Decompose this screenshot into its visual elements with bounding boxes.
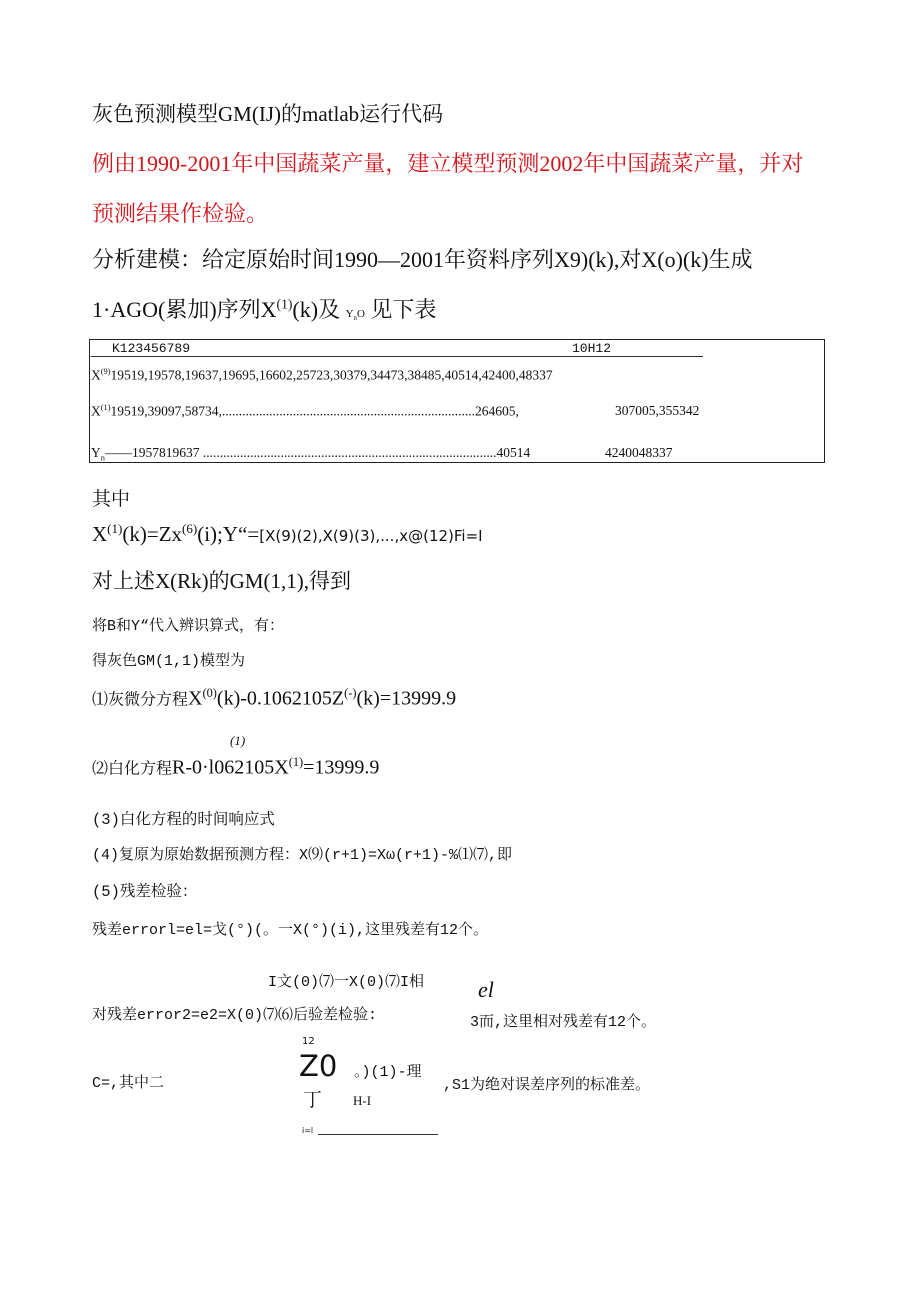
relative-residual-count: 3而,这里相对残差有12个。 (470, 1014, 657, 1031)
analysis-y-sub: n (353, 315, 357, 323)
analysis-y-o: O (356, 308, 365, 320)
c-ratio-label: C=,其中二 (92, 1075, 165, 1092)
analysis-text-c: 见下表 (370, 297, 437, 322)
relative-residual-label: 对残差error2=e2=X(0)⑺⑹后验差检验: (92, 1007, 378, 1024)
f1-sup1: (1) (107, 521, 123, 536)
table-row-x0 (91, 367, 553, 384)
relative-residual-numerator: I文(0)⑺一X(0)⑺I相 (268, 974, 425, 991)
f1-sup2: (6) (182, 521, 198, 536)
row-yn-tail: 4240048337 (605, 445, 673, 460)
c-formula-mid: 。)(1)-理 (354, 1064, 422, 1081)
row-x0-values: 19519,19578,19637,19695,16602,25723,30379,34473,38485,40514,42400,48337 (110, 367, 553, 383)
whitening-equation (92, 755, 379, 780)
table-row-yn (91, 445, 530, 463)
table-row-x1 (91, 403, 519, 420)
row-x0-label: X (91, 367, 101, 383)
gm-line: 对上述X(Rk)的GM(1,1),得到 (92, 569, 351, 593)
analysis-line-2 (92, 293, 436, 324)
c-std-description: ,S1为绝对误差序列的标准差。 (443, 1077, 651, 1094)
page-title: 灰色预测模型GM(IJ)的matlab运行代码 (92, 102, 444, 126)
analysis-y-symbol (345, 308, 365, 323)
formula-accumulate (92, 521, 483, 547)
qizhong-label: 其中 (92, 489, 131, 510)
c-ding-symbol: 丁 (303, 1090, 323, 1111)
table-header-left: K123456789 (112, 341, 191, 356)
item-5: (5)残差检验： (92, 883, 198, 901)
analysis-sup: (1) (276, 296, 293, 312)
analysis-line-1: 分析建模：给定原始时间1990—2001年资料序列X9)(k),对X(o)(k)生成 (92, 247, 753, 272)
substitute-line: 将B和Y“代入辨识算式，有： (92, 618, 285, 635)
f1-y: (i);Y“= (197, 522, 260, 546)
eq2-end: =13999.9 (303, 756, 380, 779)
eq2-mid: R-0·l062105X (172, 756, 289, 779)
example-line-1: 例由1990-2001年中国蔬菜产量，建立模型预测2002年中国蔬菜产量，并对 (92, 151, 804, 176)
relative-residual-el: el (478, 977, 494, 1002)
eq1-label: ⑴灰微分方程 (92, 691, 189, 709)
item-3: (3)白化方程的时间响应式 (92, 811, 275, 829)
analysis-y-letter: Y (345, 308, 354, 320)
eq1-mid: (k)-0.1062105Z (216, 687, 345, 710)
grey-differential-equation (92, 686, 456, 711)
example-line-2: 预测结果作检验。 (92, 201, 269, 226)
row-x1-sup: (1) (100, 403, 111, 412)
f1-zx: (k)=Zx (122, 522, 183, 546)
eq1-end: (k)=13999.9 (356, 687, 457, 710)
eq1-x: X (188, 687, 203, 710)
row-x1-tail: 307005,355342 (615, 403, 700, 418)
c-z0-symbol: Z0 (299, 1049, 338, 1083)
item-4: (4)复原为原始数据预测方程：X⑼(r+1)=Xω(r+1)-%⑴⑺,即 (92, 847, 513, 864)
fraction-rule (318, 1134, 438, 1135)
f1-x: X (92, 522, 108, 546)
analysis-text-b: (k)及 (292, 297, 341, 322)
table-header-right: 10H12 (572, 341, 612, 356)
residual-line: 残差errorl=el=戈(°)(。一X(°)(i),这里残差有12个。 (92, 922, 489, 939)
data-table (89, 339, 825, 463)
eq2-sup: (1) (288, 755, 304, 769)
eq2-label: ⑵白化方程 (92, 760, 173, 778)
analysis-text-a: 1·AGO(累加)序列X (92, 297, 277, 322)
row-x1-label: X (91, 403, 101, 419)
c-hi-symbol: H-I (353, 1093, 372, 1108)
sum-lower-limit: i=l (302, 1126, 314, 1135)
eq2-over-index: (1) (230, 733, 246, 748)
row-x0-sup: (9) (100, 367, 111, 376)
model-title: 得灰色GM(1,1)模型为 (92, 653, 246, 670)
row-yn-label: Y (91, 445, 101, 460)
f1-vector: [X(9)(2),X(9)(3),...,x@(12)Fi=I (259, 527, 483, 545)
row-x1-values: 19519,39097,58734,...........................................................................264605, (110, 403, 519, 419)
row-yn-values: ——1957819637 .......................................................................................40514 (104, 445, 531, 460)
table-header-rule (91, 356, 703, 357)
eq1-sup1: (0) (202, 686, 217, 700)
eq1-sup2: (-) (344, 686, 357, 700)
sum-upper-limit: 12 (302, 1036, 315, 1047)
row-yn-sub: n (100, 453, 105, 463)
